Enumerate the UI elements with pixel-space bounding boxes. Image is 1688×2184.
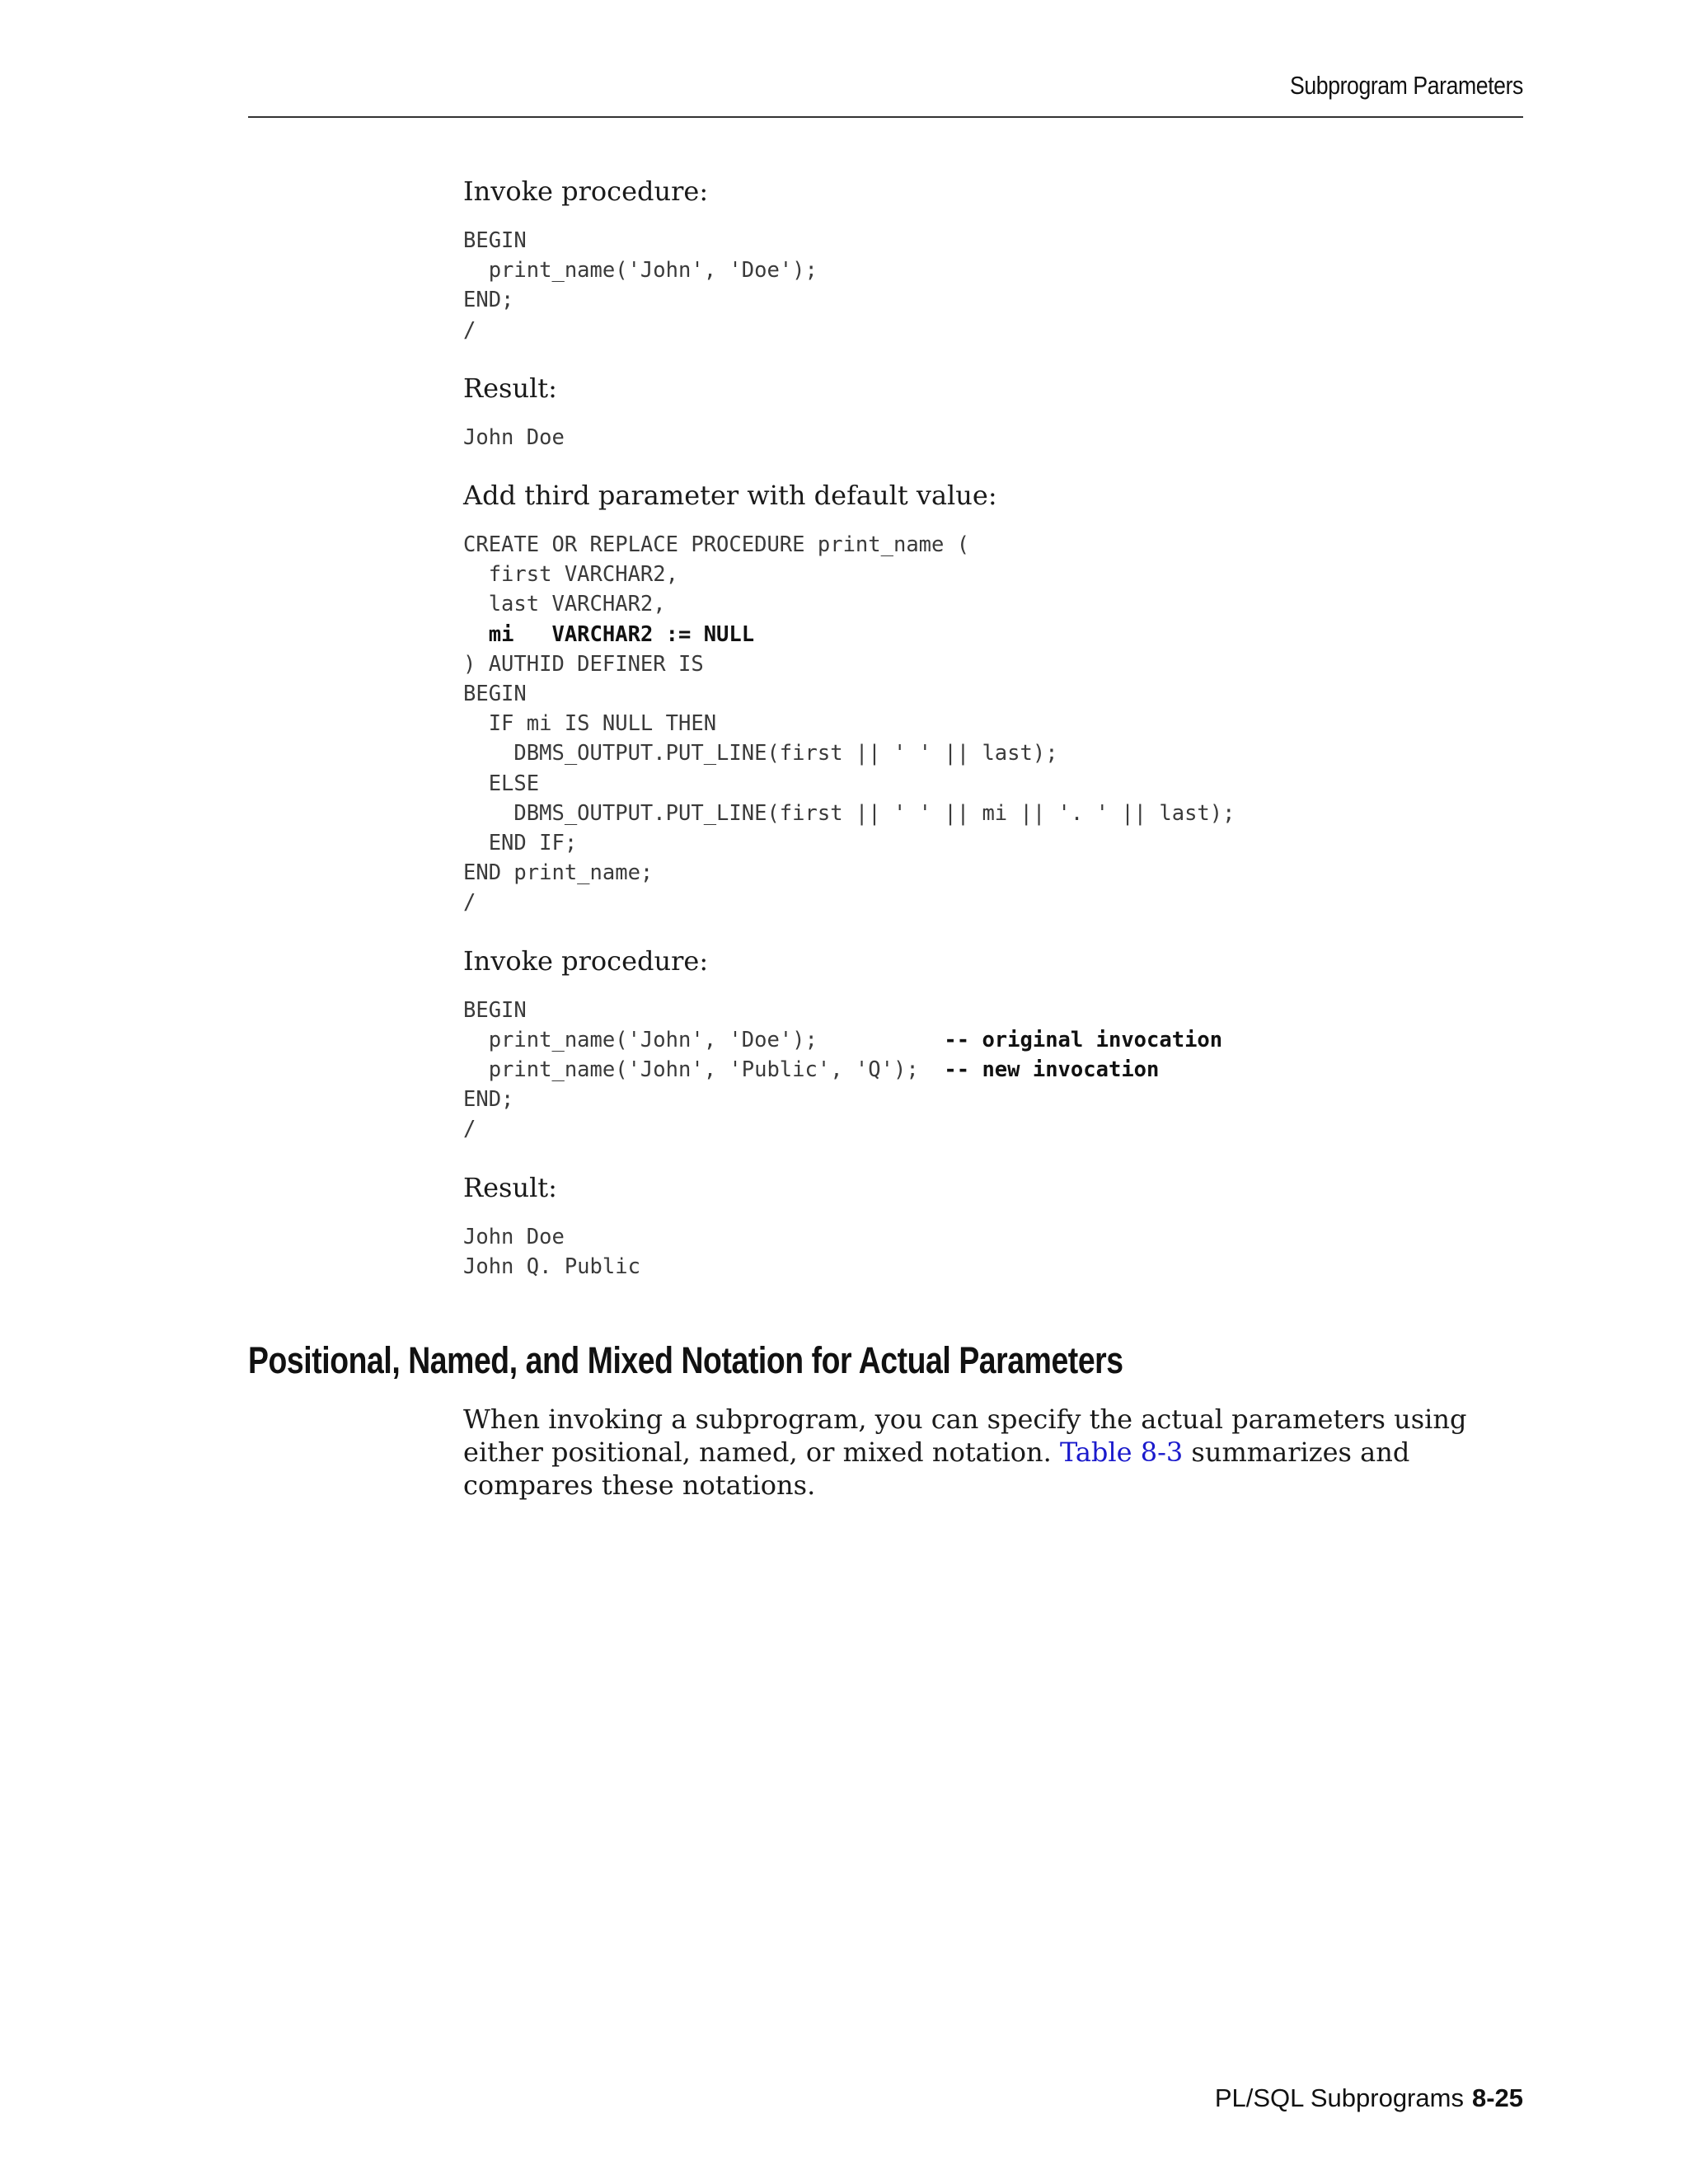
example-label: Add third parameter with default value: — [463, 480, 997, 512]
example-label: Result: — [463, 372, 557, 404]
example-label: Result: — [463, 1171, 557, 1203]
running-header-title: Subprogram Parameters — [1290, 71, 1523, 100]
example-label: Invoke procedure: — [463, 944, 709, 977]
paragraph-text-before: When invoking a subprogram, you can specify the actual parameters using either positional, named, or mixed notation. — [463, 1404, 1467, 1468]
code-text: END IF; — [463, 831, 578, 856]
code-text: BEGIN — [463, 997, 527, 1023]
code-text: IF mi IS NULL THEN — [463, 711, 717, 737]
code-text: print_name('John', 'Public', 'Q'); — [463, 1057, 945, 1083]
code-emphasis: mi VARCHAR2 := NULL — [488, 621, 755, 647]
code-text — [463, 622, 489, 647]
footer-book-title: PL/SQL Subprograms — [1214, 2083, 1464, 2112]
code-emphasis: -- new invocation — [944, 1057, 1160, 1083]
code-text: ) AUTHID DEFINER IS — [463, 651, 704, 677]
code-text: first VARCHAR2, — [463, 562, 678, 588]
section-paragraph — [463, 1403, 1469, 1502]
code-text: CREATE OR REPLACE PROCEDURE print_name ( — [463, 532, 970, 558]
code-text: DBMS_OUTPUT.PUT_LINE(first || ' ' || last); — [463, 741, 1058, 766]
code-text: BEGIN — [463, 682, 527, 707]
code-text: John Doe — [463, 1224, 565, 1249]
code-listing — [463, 996, 1452, 1145]
code-text: END; — [463, 288, 514, 313]
code-listing — [463, 226, 1452, 345]
paragraph-text-after: summarizes and compares these notations. — [463, 1436, 1410, 1501]
code-text: ELSE — [463, 771, 540, 796]
main-content — [463, 175, 1452, 1308]
code-listing — [463, 530, 1452, 918]
code-text: BEGIN — [463, 228, 527, 253]
code-text: / — [463, 890, 476, 916]
code-listing — [463, 1222, 1452, 1282]
code-listing — [463, 423, 1452, 452]
code-text: / — [463, 317, 476, 343]
table-link[interactable]: Table 8-3 — [1059, 1436, 1184, 1468]
code-emphasis: -- original invocation — [944, 1027, 1223, 1052]
example-label: Invoke procedure: — [463, 176, 709, 207]
section-heading: Positional, Named, and Mixed Notation for Actual Parameters — [248, 1339, 1123, 1381]
page-footer — [1215, 2083, 1523, 2113]
code-text: / — [463, 1117, 476, 1142]
code-text: John Doe — [463, 424, 565, 450]
footer-page-number: 8-25 — [1471, 2083, 1523, 2112]
header-divider — [248, 116, 1523, 118]
code-text: print_name('John', 'Doe'); — [463, 258, 818, 284]
code-text: DBMS_OUTPUT.PUT_LINE(first || ' ' || mi || '. ' || last); — [463, 800, 1236, 826]
code-text: print_name('John', 'Doe'); — [463, 1027, 945, 1052]
code-text: last VARCHAR2, — [463, 592, 666, 617]
code-text: END print_name; — [463, 860, 654, 886]
code-text: END; — [463, 1087, 514, 1113]
code-text: John Q. Public — [463, 1254, 640, 1279]
